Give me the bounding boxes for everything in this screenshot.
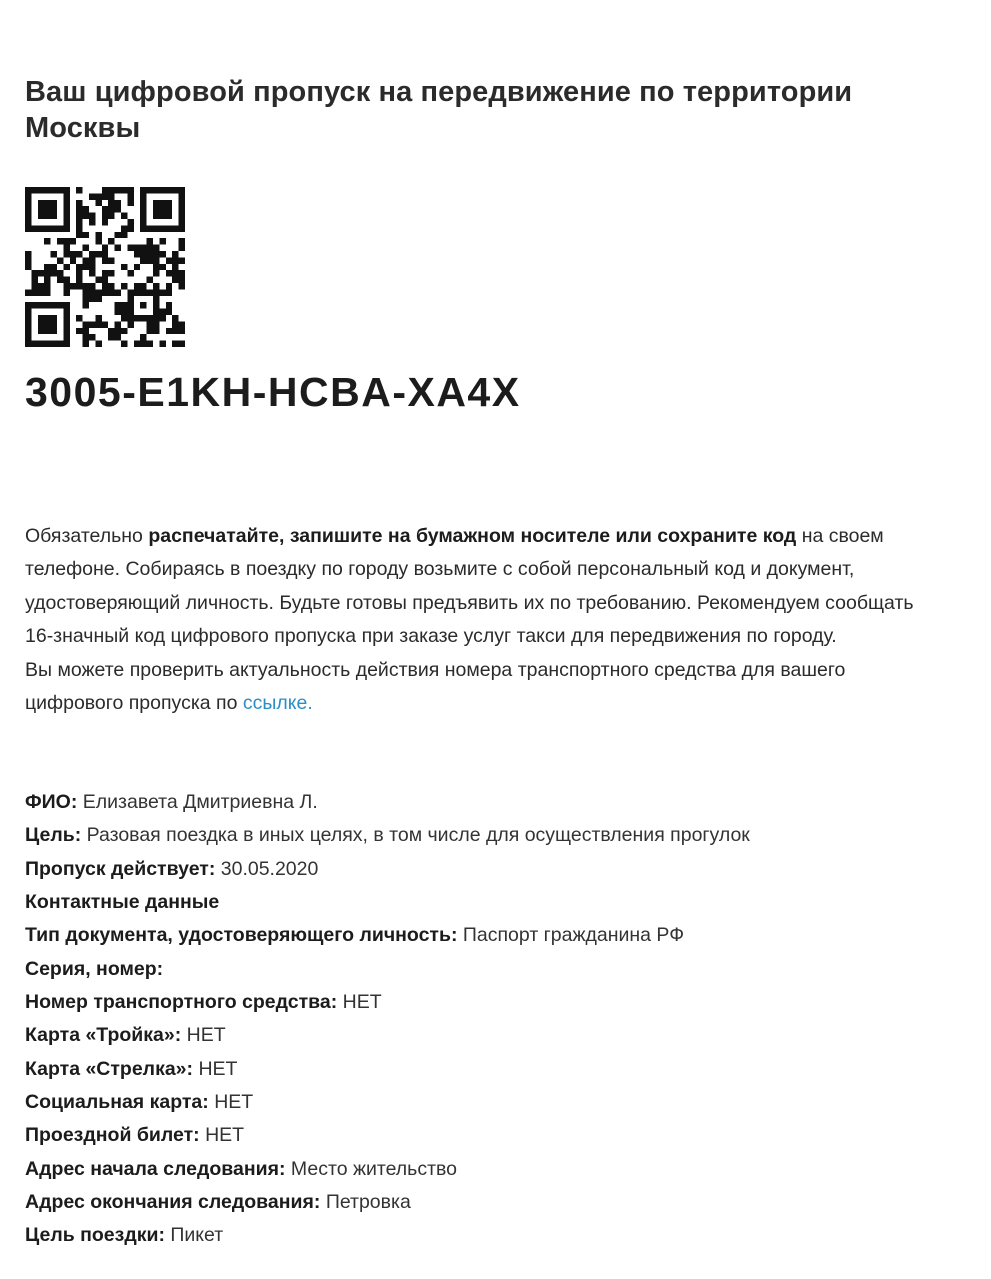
check-vehicle-text: Вы можете проверить актуальность действия номера транспортного средства для вашего цифрового пропуска по (25, 658, 846, 715)
detail-value: Петровка (325, 1191, 411, 1214)
detail-value: НЕТ (198, 1057, 238, 1080)
detail-value: НЕТ (205, 1124, 245, 1147)
check-vehicle-link[interactable]: ссылке. (242, 692, 313, 715)
detail-label: Пропуск действует: (25, 857, 216, 880)
detail-row-purpose (25, 819, 945, 852)
detail-row-troika (25, 1019, 945, 1052)
detail-label: Контактные данные (25, 891, 220, 914)
detail-label: Карта «Стрелка»: (25, 1057, 194, 1080)
page-title: Ваш цифровой пропуск на передвижение по территории Москвы (25, 76, 853, 144)
detail-row-trip-purpose (25, 1219, 945, 1252)
detail-value: НЕТ (214, 1091, 254, 1114)
detail-row-social (25, 1086, 945, 1119)
detail-label: Тип документа, удостоверяющего личность: (25, 924, 458, 947)
detail-value: Паспорт гражданина РФ (462, 924, 685, 947)
detail-value: Пикет (170, 1224, 224, 1247)
instructions-text (25, 520, 925, 720)
detail-row-start (25, 1153, 945, 1186)
detail-row-valid (25, 853, 945, 886)
detail-label: ФИО: (25, 791, 78, 813)
detail-row-doc-type (25, 919, 945, 952)
detail-row-series (25, 953, 945, 986)
detail-row-fio (25, 786, 945, 819)
detail-value: Место жительство (290, 1157, 458, 1180)
detail-label: Проездной билет: (25, 1124, 200, 1147)
check-vehicle-paragraph (25, 654, 925, 721)
detail-value: Разовая поездка в иных целях, в том числе для осуществления прогулок (86, 824, 750, 847)
detail-label: Адрес начала следования: (25, 1157, 286, 1180)
detail-value: НЕТ (186, 1024, 226, 1047)
detail-label: Социальная карта: (25, 1091, 209, 1114)
detail-label: Цель поездки: (25, 1224, 165, 1247)
detail-row-vehicle (25, 986, 945, 1019)
detail-label: Номер транспортного средства: (25, 991, 338, 1014)
detail-row-strelka (25, 1053, 945, 1086)
detail-label: Цель: (25, 824, 82, 847)
pass-code: 3005-E1KH-HCBA-XA4X (25, 369, 521, 415)
detail-label: Адрес окончания следования: (25, 1191, 321, 1214)
qr-code-icon (25, 187, 185, 347)
detail-label: Серия, номер: (25, 957, 164, 980)
instructions-body: на своем телефоне. Собираясь в поездку по городу возьмите с собой персональный код и документ, удостоверяющий личность. Будьте готовы предъявить их по требованию. Рекомендуем сообщать 16-значный код цифрового пропуска при заказе услуг такси для передвижения по городу. (25, 525, 914, 648)
detail-value: Елизавета Дмитриевна Л. (82, 791, 318, 813)
detail-row-contacts (25, 886, 945, 919)
detail-value: 30.05.2020 (220, 857, 319, 880)
detail-label: Карта «Тройка»: (25, 1024, 182, 1047)
pass-details (25, 786, 945, 1253)
detail-value: НЕТ (342, 991, 382, 1014)
detail-row-end (25, 1186, 945, 1219)
instructions-paragraph (25, 520, 925, 654)
instructions-emphasis: распечатайте, запишите на бумажном носителе или сохраните код (148, 525, 797, 547)
instructions-intro: Обязательно (25, 525, 149, 547)
detail-row-ticket (25, 1119, 945, 1152)
